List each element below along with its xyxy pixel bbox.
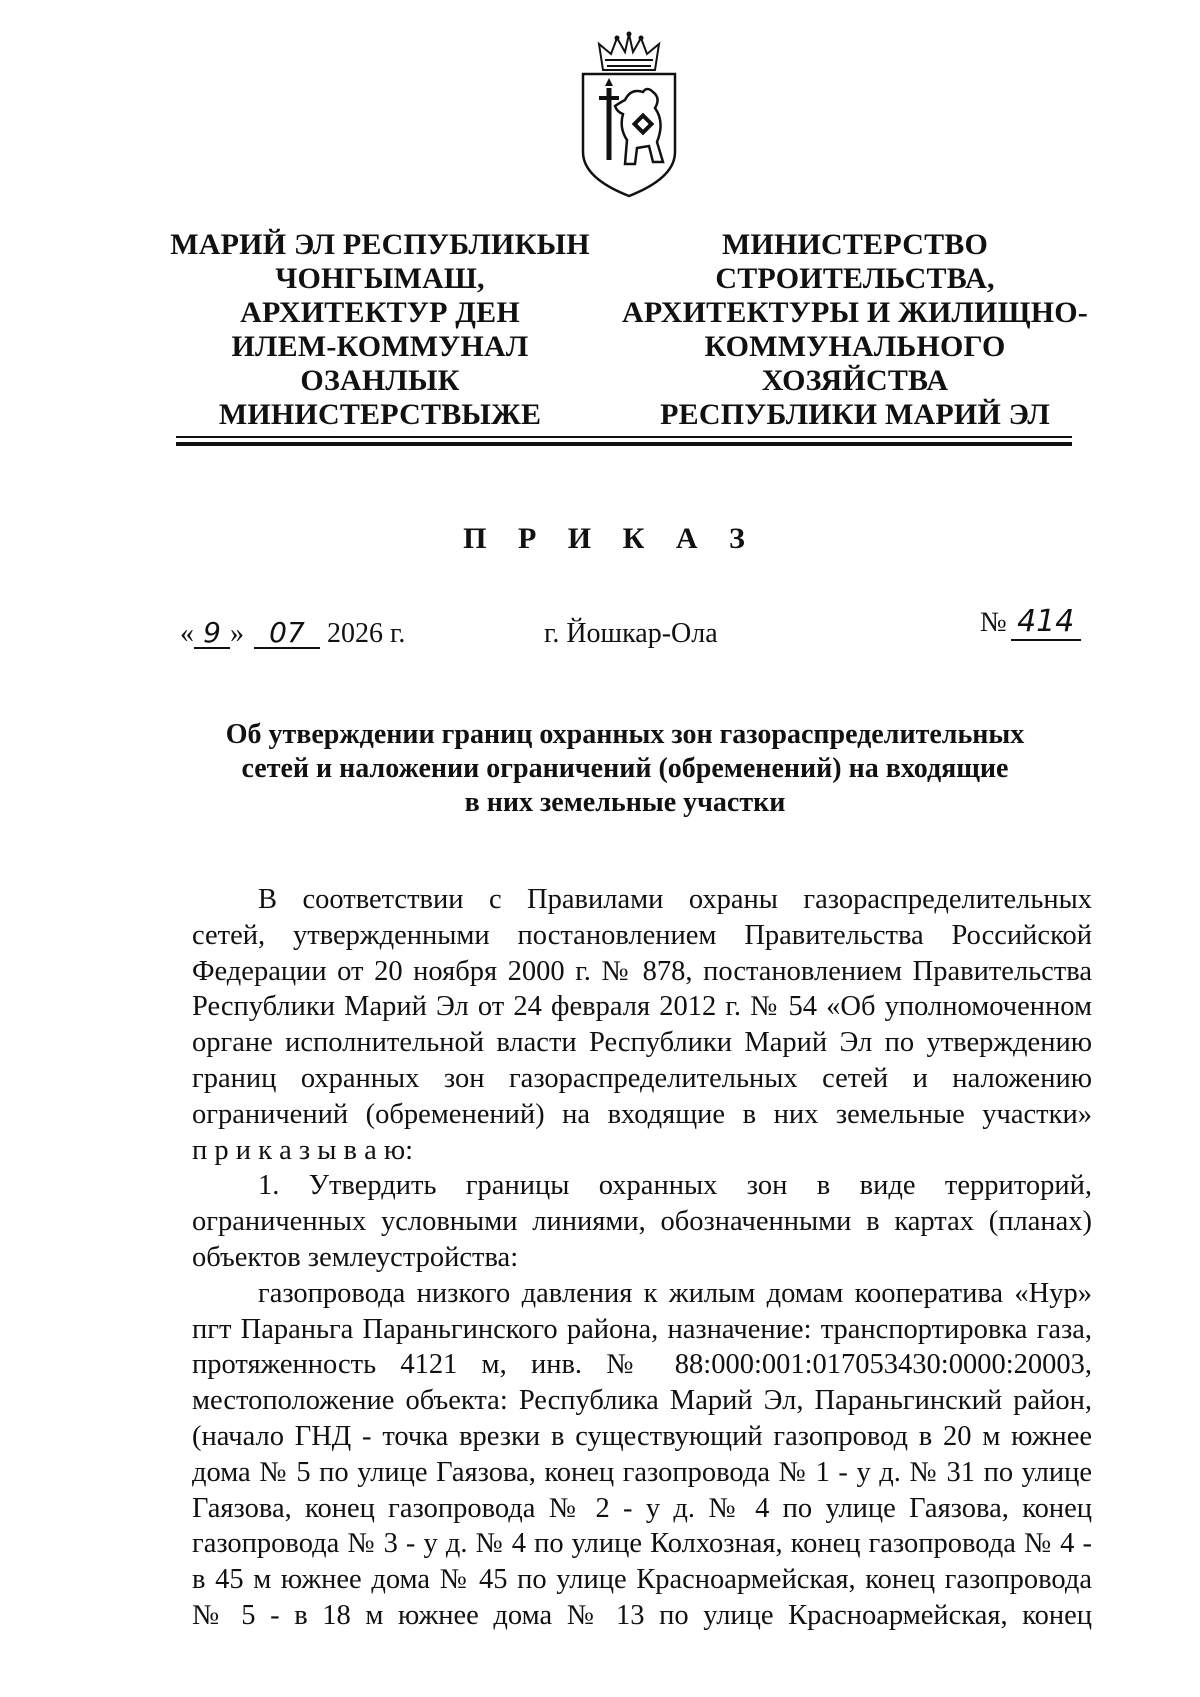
subject-line: в них земельные участки — [464, 787, 786, 818]
header-left-line: ИЛЕМ-КОММУНАЛ — [231, 330, 529, 363]
body-line: органе исполнительной власти Республики Марий Эл по утверждению — [192, 1027, 1092, 1059]
date-month-handwritten: 07 — [254, 619, 320, 649]
body-line: газопровода низкого давления к жилым домам кооператива «Нур» — [258, 1277, 1092, 1309]
body-line: сетей, утвержденными постановлением Правительства Российской — [192, 919, 1092, 951]
header-right-line: СТРОИТЕЛЬСТВА, — [715, 262, 995, 295]
body-line: Гаязова, конец газопровода № 2 - у д. № 4 по улице Гаязова, конец — [192, 1492, 1092, 1524]
document-body — [192, 882, 1092, 1634]
body-line: ограничений (обременений) на входящие в них земельные участки» — [192, 1098, 1092, 1130]
body-line: местоположение объекта: Республика Марий Эл, Параньгинский район, — [192, 1385, 1092, 1417]
body-line: протяженность 4121 м, инв. № 88:000:001:017053430:0000:20003, — [192, 1349, 1092, 1381]
body-line: ограниченных условными линиями, обозначенными в картах (планах) — [192, 1206, 1092, 1238]
body-line-item-1: 1. Утвердить границы охранных зон в виде территорий, — [258, 1170, 1092, 1202]
header-right-line: МИНИСТЕРСТВО — [721, 228, 989, 261]
document-date — [180, 618, 405, 650]
document-subject — [190, 718, 1060, 820]
header-left-line: ОЗАНЛЫК — [300, 364, 460, 397]
body-line: объектов землеустройства: — [192, 1241, 519, 1273]
number-handwritten: 414 — [1011, 604, 1081, 641]
body-line: В соответствии с Правилами охраны газораспределительных — [258, 884, 1092, 915]
document-number — [980, 604, 1081, 641]
document-title: П Р И К А З — [463, 522, 757, 555]
date-close-quote: » — [230, 618, 244, 649]
number-label: № — [980, 607, 1007, 638]
subject-line: Об утверждении границ охранных зон газораспределительных — [225, 719, 1025, 750]
body-line: № 5 - в 18 м южнее дома № 13 по улице Красноармейская, конец — [192, 1599, 1092, 1631]
body-line: Федерации от 20 ноября 2000 г. № 878, постановлением Правительства — [192, 955, 1092, 987]
body-line: газопровода № 3 - у д. № 4 по улице Колхозная, конец газопровода № 4 - — [192, 1528, 1092, 1560]
header-ministry-mari — [170, 228, 590, 432]
coat-of-arms-icon — [569, 30, 689, 200]
body-line: границ охранных зон газораспределительных сетей и наложению — [192, 1062, 1092, 1094]
body-line: дома № 5 по улице Гаязова, конец газопровода № 1 - у д. № 31 по улице — [192, 1456, 1092, 1488]
header-left-line: МАРИЙ ЭЛ РЕСПУБЛИКЫН — [170, 228, 590, 261]
body-line: в 45 м южнее дома № 45 по улице Красноармейская, конец газопровода — [192, 1564, 1092, 1596]
date-year: 2026 г. — [327, 618, 406, 649]
header-divider-thin — [176, 436, 1072, 438]
document-city: г. Йошкар-Ола — [544, 618, 718, 649]
header-right-line: АРХИТЕКТУРЫ И ЖИЛИЩНО- — [621, 296, 1088, 329]
header-right-line: РЕСПУБЛИКИ МАРИЙ ЭЛ — [660, 398, 1050, 431]
header-right-line: КОММУНАЛЬНОГО — [704, 330, 1006, 363]
header-ministry-russian — [620, 228, 1090, 432]
date-day-handwritten: 9 — [194, 619, 230, 649]
header-left-line: ЧОНГЫМАШ, — [275, 262, 485, 295]
date-open-quote: « — [180, 618, 194, 649]
header-divider-thick — [176, 442, 1072, 446]
body-line: (начало ГНД - точка врезки в существующий газопровод в 20 м южнее — [192, 1420, 1092, 1452]
body-line: Республики Марий Эл от 24 февраля 2012 г. № 54 «Об уполномоченном — [192, 991, 1092, 1023]
body-line-order-word: п р и к а з ы в а ю: — [192, 1134, 414, 1166]
header-left-line: АРХИТЕКТУР ДЕН — [240, 296, 520, 329]
header-right-line: ХОЗЯЙСТВА — [761, 364, 949, 397]
subject-line: сетей и наложении ограничений (обременений) на входящие — [241, 753, 1009, 784]
body-line: пгт Параньга Параньгинского района, назначение: транспортировка газа, — [192, 1313, 1092, 1345]
header-left-line: МИНИСТЕРСТВЫЖЕ — [218, 398, 542, 431]
